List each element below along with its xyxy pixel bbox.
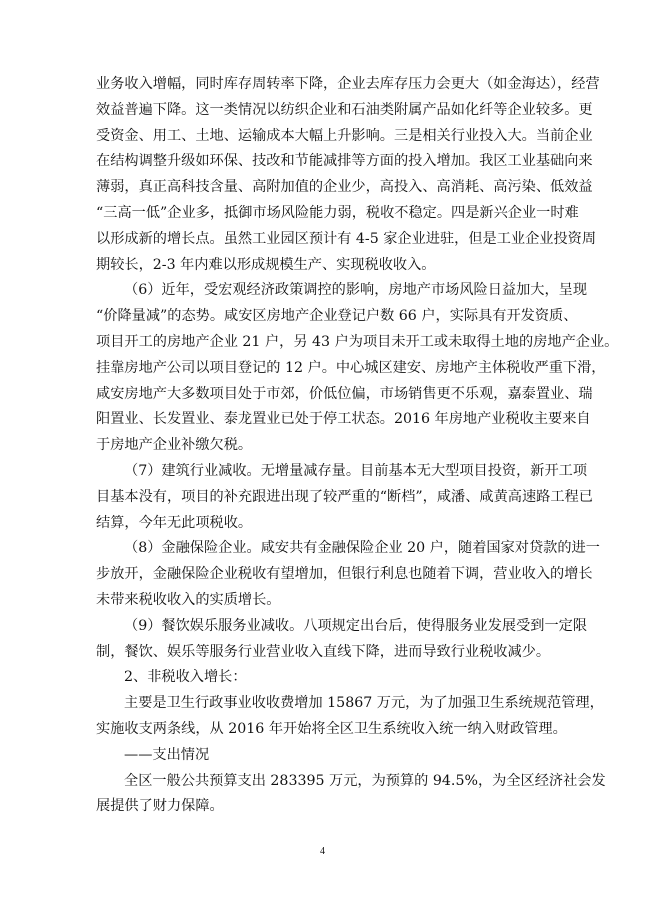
section-heading-non-tax: 2、非税收入增长： xyxy=(124,669,247,686)
text-line: 项目开工的房地产企业 21 户，另 43 户为项目未开工或未取得土地的房地产企业。 xyxy=(96,333,619,350)
paragraph-expenditure-line: 全区一般公共预算支出 283395 万元，为预算的 94.5%，为全区经济社会发 xyxy=(124,772,606,789)
text-line: 咸安房地产大多数项目处于市郊，价低位偏，市场销售更不乐观，嘉泰置业、瑞 xyxy=(96,385,593,402)
text-line: 步放开，金融保险企业税收有望增加，但银行利息也随着下调，营业收入的增长 xyxy=(96,566,593,583)
text-line: 业务收入增幅，同时库存周转率下降，企业去库存压力会更大（如金海达），经营 xyxy=(96,76,600,92)
text-line: “价降量减”的态势。咸安区房地产企业登记户数 66 户，实际具有开发资质、 xyxy=(96,308,578,325)
paragraph-finance-line: （8）金融保险企业。咸安共有金融保险企业 20 户，随着国家对贷款的进一 xyxy=(124,540,600,557)
text-line: 结算，今年无此项税收。 xyxy=(96,514,253,531)
text-line: 阳置业、长发置业、泰龙置业已处于停工状态。2016 年房地产业税收主要来自 xyxy=(96,411,591,428)
text-line: 以形成新的增长点。虽然工业园区预计有 4-5 家企业进驻，但是工业企业投资周 xyxy=(96,230,597,247)
text-line: 实施收支两条线，从 2016 年开始将全区卫生系统收入统一纳入财政管理。 xyxy=(96,720,567,737)
text-line: 效益普遍下降。这一类情况以纺织企业和石油类附属产品如化纤等企业较多。更 xyxy=(96,101,593,118)
text-line: “三高一低”企业多，抵御市场风险能力弱，税收不稳定。四是新兴企业一时难 xyxy=(96,204,579,221)
text-line: 目基本没有，项目的补充跟进出现了较严重的“断档”，咸潘、咸黄高速路工程已 xyxy=(96,488,593,505)
text-line: 展提供了财力保障。 xyxy=(96,798,224,815)
text-line: 受资金、用工、土地、运输成本大幅上升影响。三是相关行业投入大。当前企业 xyxy=(96,127,593,144)
text-line: 制，餐饮、娱乐等服务行业营业收入直线下降，进而导致行业税收减少。 xyxy=(96,643,551,660)
text-line: 挂靠房地产公司以项目登记的 12 户。中心城区建安、房地产主体税收严重下滑， xyxy=(96,359,606,376)
page-number: 4 xyxy=(320,846,325,857)
text-line: 于房地产企业补缴欠税。 xyxy=(96,437,253,454)
paragraph-non-tax-line: 主要是卫生行政事业收收费增加 15867 万元，为了加强卫生系统规范管理， xyxy=(124,695,604,712)
paragraph-construction-line: （7）建筑行业减收。无增量减存量。目前基本无大型项目投资，新开工项 xyxy=(124,462,588,479)
section-heading-expenditure: ——支出情况 xyxy=(124,746,210,763)
paragraph-catering-line: （9）餐饮娱乐服务业减收。八项规定出台后，使得服务业发展受到一定限 xyxy=(124,617,588,634)
text-line: 未带来税收收入的实质增长。 xyxy=(96,591,281,608)
text-line: 在结构调整升级如环保、技改和节能减排等方面的投入增加。我区工业基础向来 xyxy=(96,153,593,170)
text-line: 期较长，2-3 年内难以形成规模生产、实现税收收入。 xyxy=(96,256,436,273)
text-line: 薄弱，真正高科技含量、高附加值的企业少，高投入、高消耗、高污染、低效益 xyxy=(96,179,593,196)
paragraph-real-estate-line: （6）近年，受宏观经济政策调控的影响，房地产市场风险日益加大，呈现 xyxy=(124,282,588,299)
body-text xyxy=(96,72,619,820)
